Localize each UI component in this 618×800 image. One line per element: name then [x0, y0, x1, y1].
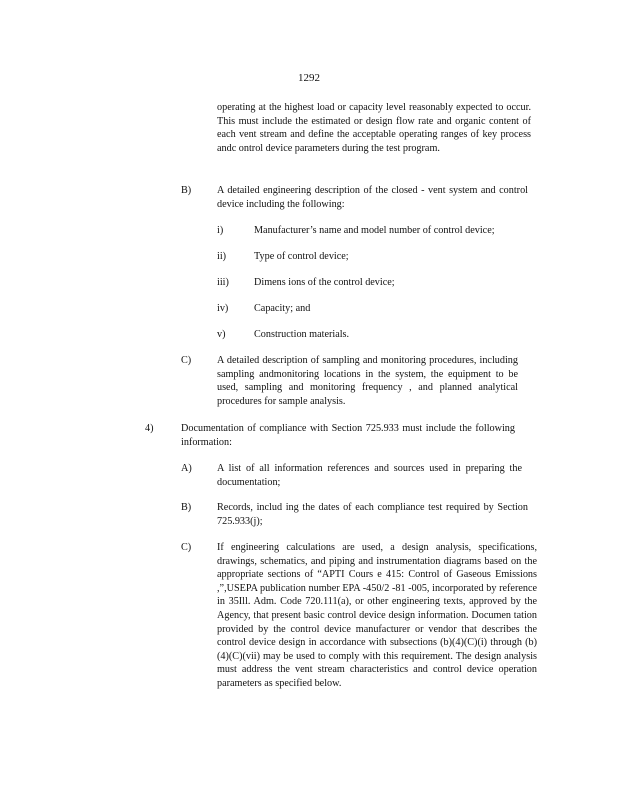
item-b-subitem-i-label: i) — [217, 225, 224, 236]
page-number: 1292 — [298, 72, 320, 84]
item-b-subitem-v-text: Construction materials. — [254, 329, 350, 340]
item-4c-text: If engineering calculations are used, a design analysis, specifications, drawings, schematics, and piping and instrumentation diagrams based on the appropriate sections of “APTI Cours e 415: Control of Gaseous Emissions ,”,USEPA publication number EPA -450/2 -81 -005, incorporated by reference in 35Ill. Adm. Code 720.111(a), or other engineering texts, approved by the Agency, that present basic control device design information. Documen tation provided by the control device manufacturer or vendor that describes the control device design in accordance with subsections (b)(4)(C)(i) through (b)(4)(C)(vii) may be used to comply with this requirement. The design analysis must address the vent stream characteristics and control device operation parameters as specified below. — [217, 542, 537, 689]
item-b-subitem-iv-text: Capacity; and — [254, 303, 311, 314]
item-c-text: A detailed description of sampling and monitoring procedures, including sampling andmonitoring locations in the system, the equipment to be used, sampling and monitoring frequency , and planned analytical procedures for sample analysis. — [217, 355, 518, 407]
item-b-text: A detailed engineering description of the closed - vent system and control device including the following: — [217, 185, 528, 210]
item-b-label: B) — [181, 185, 192, 196]
item-4a-label: A) — [181, 463, 192, 474]
item-b-subitem-ii-text: Type of control device; — [254, 251, 349, 262]
item-b-subitem-iii-text: Dimens ions of the control device; — [254, 277, 395, 288]
item-4c-label: C) — [181, 542, 192, 553]
item-b-subitem-iv-label: iv) — [217, 303, 229, 314]
item-b-subitem-ii-label: ii) — [217, 251, 227, 262]
item-4b-label: B) — [181, 502, 192, 513]
item-b-subitem-iii-label: iii) — [217, 277, 229, 288]
item-4-text: Documentation of compliance with Section 725.933 must include the following information: — [181, 423, 515, 448]
item-4a-text: A list of all information references and sources used in preparing the documentation; — [217, 463, 522, 488]
item-4-label: 4) — [145, 423, 154, 434]
item-b-subitem-v-label: v) — [217, 329, 226, 340]
item-c-label: C) — [181, 355, 192, 366]
item-b-subitem-i-text: Manufacturer’s name and model number of control device; — [254, 225, 495, 236]
continuation-paragraph: operating at the highest load or capacity level reasonably expected to occur. This must include the estimated or design flow rate and organic content of each vent stream and define the acceptable operating ranges of key process andc ontrol device parameters during the test program. — [217, 102, 531, 154]
item-4b-text: Records, includ ing the dates of each compliance test required by Section 725.933(j); — [217, 502, 528, 527]
